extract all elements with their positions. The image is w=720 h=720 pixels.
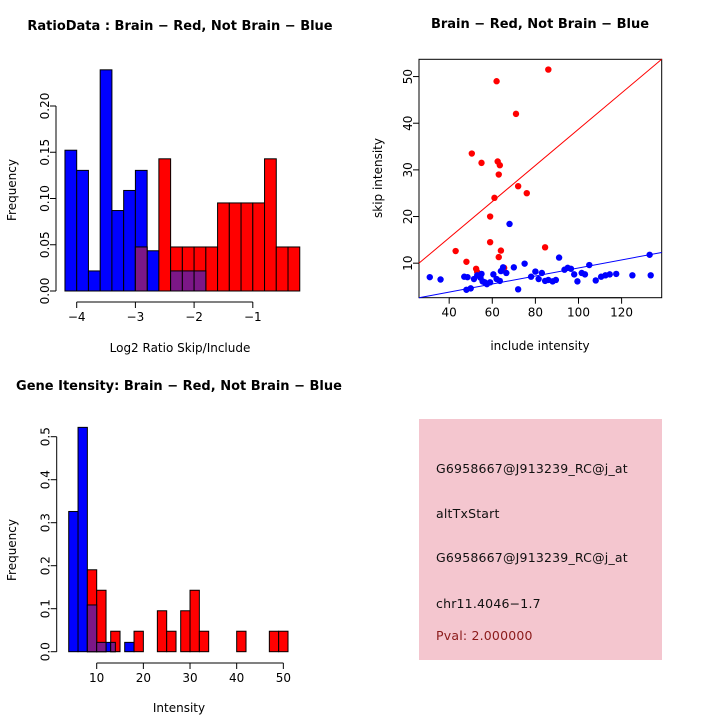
- data-point: [511, 264, 517, 270]
- data-point: [487, 279, 493, 285]
- hist-bar-red: [206, 247, 218, 291]
- data-point: [493, 78, 499, 84]
- hist-bar-overlap: [111, 642, 116, 651]
- hist-bar-overlap: [171, 271, 183, 291]
- y-tick-label: 0.3: [38, 513, 53, 533]
- x-tick-label: −3: [126, 310, 145, 324]
- data-point: [506, 221, 512, 227]
- y-tick-label: 50: [401, 68, 415, 85]
- data-point: [568, 266, 574, 272]
- hist-bar-overlap: [194, 271, 206, 291]
- x-tick-label: 120: [610, 305, 634, 320]
- x-axis-title: Intensity: [152, 701, 206, 715]
- data-point: [478, 160, 484, 166]
- hist-bar-blue: [100, 70, 112, 291]
- hist-bar-red: [157, 611, 166, 652]
- data-point: [521, 260, 527, 266]
- data-point: [515, 183, 521, 189]
- hist-bar-red: [279, 631, 288, 651]
- x-tick-label: −1: [243, 310, 262, 324]
- y-tick-label: 0.20: [38, 92, 52, 120]
- event-type-line: altTxStart: [436, 506, 500, 521]
- y-tick-label: 30: [401, 162, 415, 178]
- x-tick-label: −2: [185, 310, 203, 324]
- data-point: [427, 274, 433, 280]
- hist-bar-overlap: [97, 642, 106, 651]
- hist-bar-red: [265, 159, 277, 291]
- hist-bar-blue: [112, 211, 124, 291]
- hist-bar-blue: [124, 190, 136, 291]
- hist-bar-red: [199, 631, 208, 651]
- gene-intensity-histogram-panel: [0, 360, 360, 720]
- data-point: [452, 248, 458, 254]
- data-point: [469, 150, 475, 156]
- data-point: [532, 268, 538, 274]
- data-point: [574, 278, 580, 284]
- x-tick-label: 40: [441, 305, 457, 320]
- intensity-scatter-panel: [360, 0, 720, 360]
- data-point: [513, 111, 519, 117]
- x-tick-label: 20: [135, 671, 152, 685]
- data-point: [500, 264, 506, 270]
- hist-bar-red: [288, 247, 300, 291]
- hist-bar-red: [190, 590, 199, 651]
- hist-bar-red: [276, 247, 288, 291]
- trend-line: [419, 59, 662, 263]
- data-point: [487, 239, 493, 245]
- hist-bar-overlap: [87, 605, 96, 652]
- y-axis-title: Frequency: [5, 159, 19, 221]
- data-point: [593, 277, 599, 283]
- x-tick-label: −4: [67, 310, 86, 324]
- data-point: [463, 259, 469, 265]
- probe-id-line: G6958667@J913239_RC@j_at: [436, 461, 628, 476]
- data-point: [464, 274, 470, 280]
- hist-bar-blue: [125, 642, 134, 651]
- data-point: [613, 271, 619, 277]
- hist-bar-overlap: [135, 247, 147, 291]
- data-point: [646, 252, 652, 258]
- data-point: [556, 254, 562, 260]
- hist-bar-red: [167, 631, 176, 651]
- hist-bar-red: [218, 203, 230, 291]
- y-tick-label: 0.00: [38, 277, 52, 305]
- x-tick-label: 10: [89, 671, 105, 685]
- data-point: [491, 195, 497, 201]
- data-point: [535, 276, 541, 282]
- x-tick-label: 30: [182, 671, 198, 685]
- data-point: [496, 171, 502, 177]
- data-point: [553, 277, 559, 283]
- hist-bar-red: [181, 611, 190, 652]
- hist-bar-overlap: [182, 271, 194, 291]
- y-tick-label: 0.4: [38, 470, 53, 490]
- data-point: [542, 244, 548, 250]
- intensity-scatter-title: Brain − Red, Not Brain − Blue: [430, 17, 650, 32]
- data-point: [478, 271, 484, 277]
- data-point: [545, 66, 551, 72]
- hist-bar-blue: [65, 150, 77, 291]
- pval-line: Pval: 2.000000: [436, 628, 533, 643]
- hist-bar-blue: [78, 427, 87, 651]
- y-tick-label: 10: [401, 255, 415, 271]
- data-point: [497, 162, 503, 168]
- data-point: [437, 276, 443, 282]
- x-axis-title: include intensity: [490, 339, 590, 353]
- hist-bar-red: [269, 631, 278, 651]
- data-point: [571, 271, 577, 277]
- hist-bar-blue: [88, 271, 100, 291]
- gene-intensity-histogram-title: Gene Itensity: Brain − Red, Not Brain − Blue: [16, 379, 342, 394]
- y-tick-label: 0.10: [38, 185, 52, 212]
- data-point: [496, 254, 502, 260]
- data-point: [586, 262, 592, 268]
- ratio-histogram-panel: [0, 0, 360, 360]
- data-point: [607, 271, 613, 277]
- data-point: [539, 270, 545, 276]
- hist-bar-red: [253, 203, 265, 291]
- x-tick-label: 40: [229, 671, 245, 685]
- x-tick-label: 100: [567, 305, 590, 320]
- info-panel: [419, 419, 662, 660]
- data-point: [487, 213, 493, 219]
- data-point: [582, 271, 588, 277]
- x-tick-label: 50: [275, 671, 291, 685]
- data-point: [498, 247, 504, 253]
- data-point: [497, 278, 503, 284]
- data-point: [503, 270, 509, 276]
- hist-bar-red: [229, 203, 241, 291]
- data-point: [528, 274, 534, 280]
- x-tick-label: 60: [484, 305, 500, 320]
- x-tick-label: 80: [527, 305, 544, 320]
- y-tick-label: 0.5: [38, 427, 53, 447]
- hist-bar-red: [134, 631, 143, 651]
- hist-bar-blue: [77, 170, 89, 291]
- hist-bar-red: [237, 631, 246, 651]
- y-axis-title: skip intensity: [371, 138, 385, 218]
- y-tick-label: 0.2: [38, 556, 53, 576]
- plot-frame: [419, 59, 662, 297]
- chromosome-line: chr11.4046−1.7: [436, 596, 541, 611]
- data-point: [524, 190, 530, 196]
- data-point: [648, 272, 654, 278]
- data-point: [468, 285, 474, 291]
- y-axis-title: Frequency: [5, 519, 19, 581]
- x-axis-title: Log2 Ratio Skip/Include: [109, 341, 251, 355]
- y-tick-label: 0.15: [38, 138, 52, 166]
- data-point: [515, 286, 521, 292]
- hist-bar-blue: [147, 251, 159, 291]
- y-tick-label: 0.0: [38, 642, 53, 662]
- hist-bar-red: [241, 203, 253, 291]
- probe-id-line-2: G6958667@J913239_RC@j_at: [436, 550, 628, 565]
- y-tick-label: 40: [401, 115, 415, 131]
- ratio-histogram-title: RatioData : Brain − Red, Not Brain − Blue: [27, 19, 333, 34]
- y-tick-label: 0.05: [38, 231, 52, 259]
- y-tick-label: 20: [401, 208, 415, 225]
- y-tick-label: 0.1: [38, 599, 53, 619]
- data-point: [629, 272, 635, 278]
- hist-bar-red: [159, 159, 171, 291]
- hist-bar-blue: [69, 511, 78, 651]
